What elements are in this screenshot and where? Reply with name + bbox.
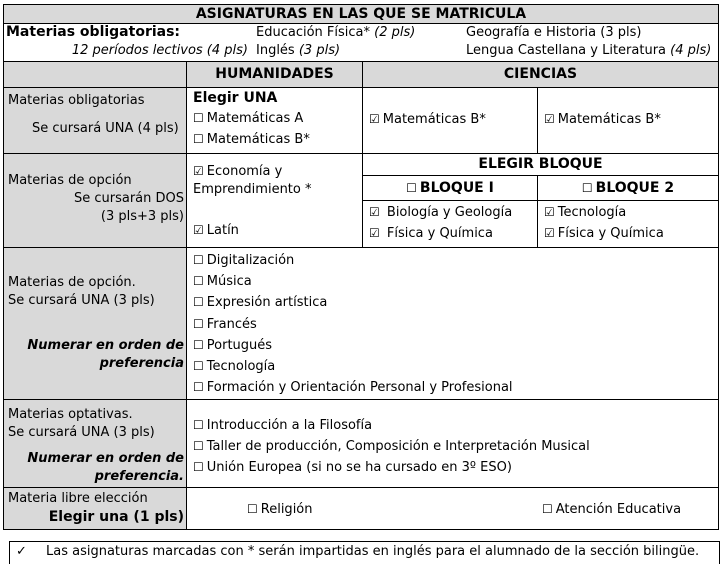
checkbox-icon: ☐ xyxy=(542,502,553,516)
check-mark-icon: ✓ xyxy=(16,544,27,559)
checkbox-icon: ☐ xyxy=(193,132,204,146)
checkbox-matematicas-b-hum[interactable]: ☐ Matemáticas B* xyxy=(193,132,310,147)
checkbox-checked-icon: ☑ xyxy=(544,112,555,126)
checkbox-icon: ☐ xyxy=(193,111,204,125)
economia-label-line-2: Emprendimiento * xyxy=(193,182,312,197)
checkbox-matematicas-b-cien-2[interactable]: ☑ Matemáticas B* xyxy=(544,112,661,127)
checkbox-icon: ☐ xyxy=(247,502,258,516)
checkbox-portugues[interactable]: ☐ Portugués xyxy=(193,338,273,353)
checkbox-icon: ☐ xyxy=(581,181,593,195)
checkbox-icon: ☐ xyxy=(193,295,204,309)
required-subjects-col-2 xyxy=(458,24,718,62)
row-libre-label: Materia libre elección Elegir una (1 pls) xyxy=(4,488,187,529)
checkbox-tecnologia-bloque[interactable]: ☑ Tecnología xyxy=(544,205,627,220)
obligatorias-ciencias-2 xyxy=(538,88,718,154)
checkbox-economia[interactable]: ☑ Economía y xyxy=(193,164,283,179)
checkbox-biologia[interactable]: ☑ Biología y Geología xyxy=(369,205,513,220)
row-optativas-label: Materias optativas. Se cursará UNA (3 pls) Numerar en orden de preferencia. xyxy=(4,400,187,488)
checkbox-icon: ☐ xyxy=(193,439,204,453)
checkbox-musica[interactable]: ☐ Música xyxy=(193,274,252,289)
checkbox-checked-icon: ☑ xyxy=(369,205,380,219)
obligatorias-humanidades: Elegir UNA ☐ Matemáticas A ☐ Matemáticas B* xyxy=(187,88,363,154)
checkbox-digitalizacion[interactable]: ☐ Digitalización xyxy=(193,253,295,268)
header-humanidades: HUMANIDADES xyxy=(187,62,363,88)
corner-cell xyxy=(4,62,187,88)
checkbox-icon: ☐ xyxy=(193,418,204,432)
required-item: Inglés (3 pls) xyxy=(256,43,341,58)
checkbox-icon: ☐ xyxy=(193,317,204,331)
checkbox-icon: ☐ xyxy=(193,460,204,474)
required-item: Geografía e Historia (3 pls) xyxy=(466,25,642,40)
checkbox-icon: ☐ xyxy=(193,359,204,373)
bloque-1-items xyxy=(363,201,538,248)
checkbox-frances[interactable]: ☐ Francés xyxy=(193,317,257,332)
row-opcion-label: Materias de opción Se cursarán DOS (3 pls+3 pls) xyxy=(4,154,187,248)
checkbox-icon: ☐ xyxy=(193,253,204,267)
checkbox-icon: ☐ xyxy=(193,380,204,394)
libre-options xyxy=(187,488,718,529)
checkbox-latin[interactable]: ☑ Latín xyxy=(193,223,239,238)
checkbox-matematicas-b-cien-1[interactable]: ☑ Matemáticas B* xyxy=(369,112,486,127)
checkbox-icon: ☐ xyxy=(193,338,204,352)
required-periods: 12 períodos lectivos (4 pls) xyxy=(71,43,248,58)
bloque-2-header[interactable]: ☐ BLOQUE 2 xyxy=(538,176,718,201)
checkbox-formacion-orientacion[interactable]: ☐ Formación y Orientación Personal y Profesional xyxy=(193,380,513,395)
checkbox-matematicas-a[interactable]: ☐ Matemáticas A xyxy=(193,111,304,126)
obligatorias-ciencias-1 xyxy=(363,88,538,154)
checkbox-checked-icon: ☑ xyxy=(193,164,204,178)
bloque-1-header[interactable]: ☐ BLOQUE I xyxy=(363,176,538,201)
bloque-2-items xyxy=(538,201,718,248)
form-title: ASIGNATURAS EN LAS QUE SE MATRICULA xyxy=(4,5,718,24)
checkbox-icon: ☐ xyxy=(406,181,417,195)
elegir-bloque-header: ELEGIR BLOQUE xyxy=(363,154,718,176)
required-subjects-label-cell xyxy=(4,24,252,62)
required-subjects-col-1 xyxy=(252,24,458,62)
row-obligatorias-label: Materias obligatorias Se cursará UNA (4 pls) xyxy=(4,88,187,154)
opcion-una-options xyxy=(187,248,718,400)
checkbox-checked-icon: ☑ xyxy=(544,226,555,240)
bilingual-note: Las asignaturas marcadas con * serán impartidas en inglés para el alumnado de la sección bilingüe. xyxy=(46,544,700,559)
checkbox-atencion-educativa[interactable]: ☐ Atención Educativa xyxy=(542,502,682,517)
checkbox-taller-musical[interactable]: ☐ Taller de producción, Composición e Interpretación Musical xyxy=(193,439,590,454)
footer-note xyxy=(9,541,720,564)
checkbox-icon: ☐ xyxy=(193,274,204,288)
checkbox-checked-icon: ☑ xyxy=(369,112,380,126)
enrollment-form xyxy=(3,4,719,530)
checkbox-religion[interactable]: ☐ Religión xyxy=(247,502,313,517)
checkbox-checked-icon: ☑ xyxy=(544,205,555,219)
header-ciencias: CIENCIAS xyxy=(363,62,718,88)
checkbox-checked-icon: ☑ xyxy=(193,223,204,237)
required-subjects-label: Materias obligatorias: xyxy=(6,24,181,40)
checkbox-fisica-2[interactable]: ☑ Física y Química xyxy=(544,226,664,241)
checkbox-tecnologia[interactable]: ☐ Tecnología xyxy=(193,359,276,374)
opcion-humanidades xyxy=(187,154,363,248)
required-item: Educación Física* (2 pls) xyxy=(256,25,416,40)
checkbox-union-europea[interactable]: ☐ Unión Europea (si no se ha cursado en 3º ESO) xyxy=(193,460,512,475)
optativas-options xyxy=(187,400,718,488)
checkbox-checked-icon: ☑ xyxy=(369,226,380,240)
checkbox-filosofia[interactable]: ☐ Introducción a la Filosofía xyxy=(193,418,373,433)
required-item: Lengua Castellana y Literatura (4 pls) xyxy=(466,43,712,58)
checkbox-expresion-artistica[interactable]: ☐ Expresión artística xyxy=(193,295,328,310)
checkbox-fisica-1[interactable]: ☑ Física y Química xyxy=(369,226,493,241)
row-opcion-una-label: Materias de opción. Se cursará UNA (3 pls) Numerar en orden de preferencia xyxy=(4,248,187,400)
